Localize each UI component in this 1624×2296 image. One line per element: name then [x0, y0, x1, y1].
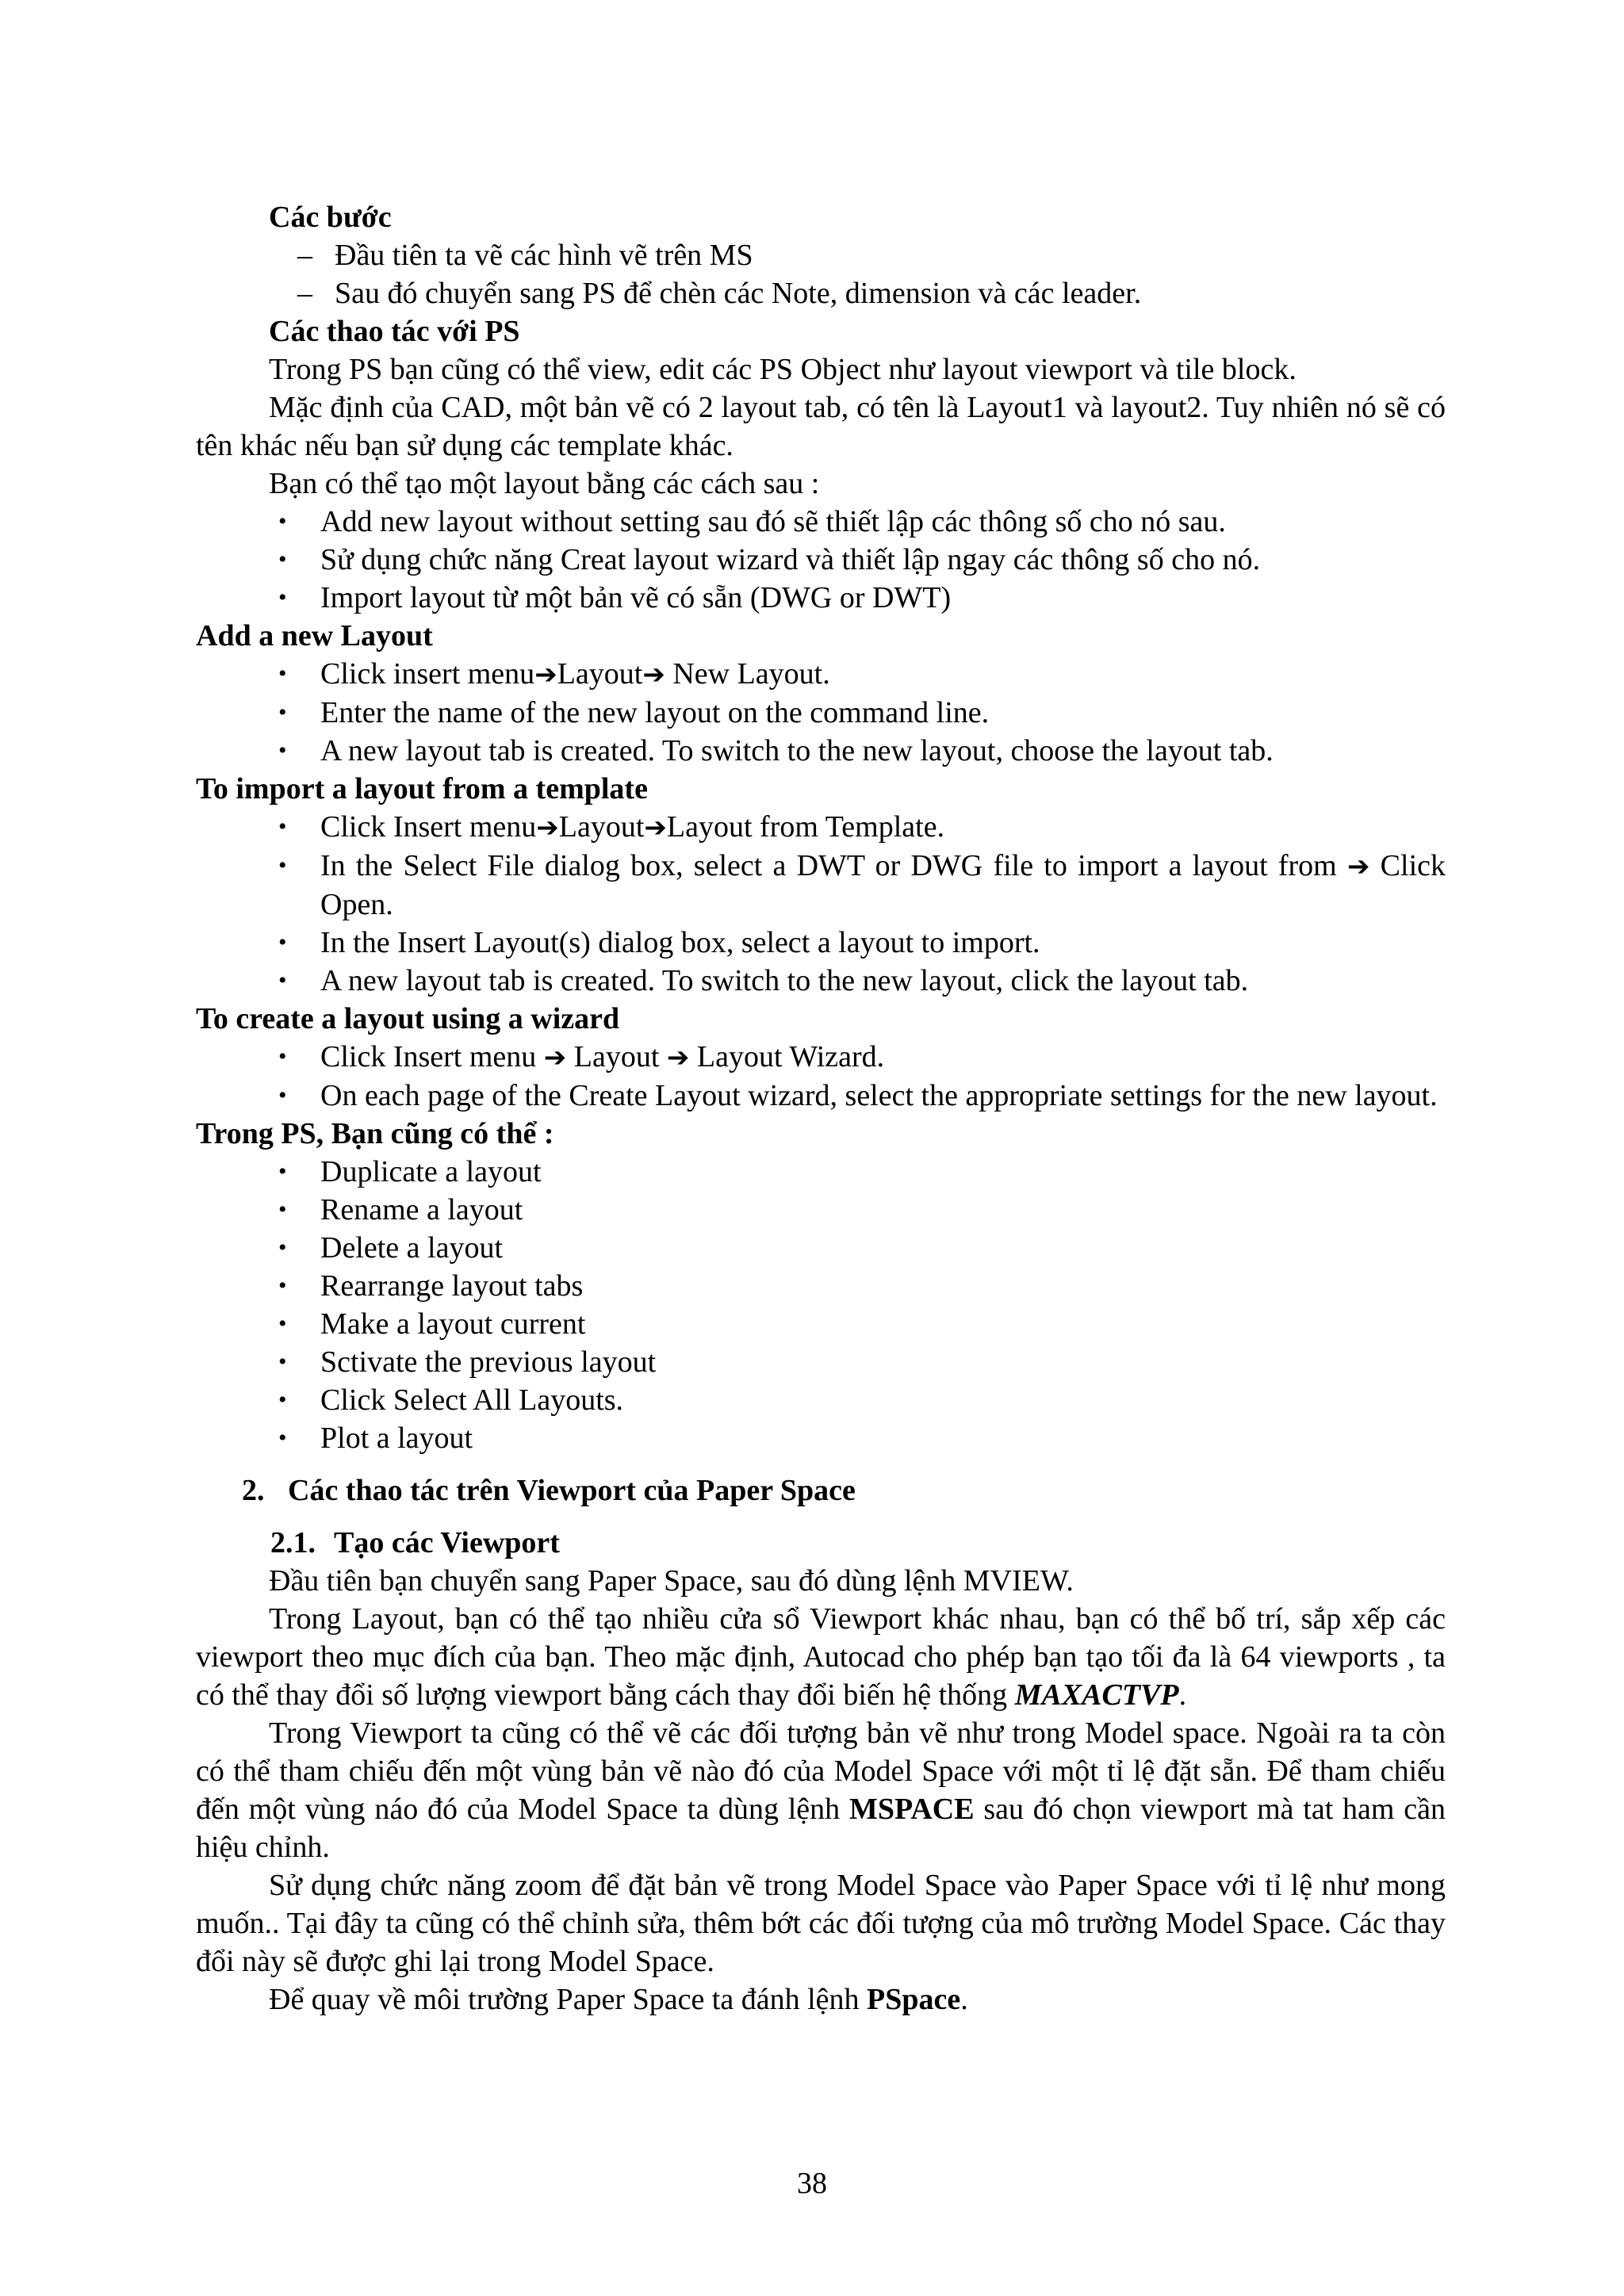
bullet-marker: • [278, 929, 287, 955]
arrow-icon: ➔ [534, 659, 557, 691]
command-name: MSPACE [848, 1793, 975, 1826]
section-2-heading: 2. Các thao tác trên Viewport của Paper Space [242, 1474, 856, 1507]
paragraph: Trong Layout, bạn có thể tạo nhiều cửa sổ Viewport khác nhau, bạn có thể bố trí, sắp xếp các viewport theo mục đích của bạn. Theo mặc định, Autocad cho phép bạn tạo tối đa là 64 viewports , ta có thể thay đổi số lượng viewport bằng cách thay đổi biến hệ thống MAXACTVP. [196, 1602, 1446, 1712]
dash-marker: – [297, 239, 312, 272]
ps-can-list [196, 1153, 1446, 1457]
system-variable: MAXACTVP [1014, 1678, 1179, 1712]
list-item: • On each page of the Create Layout wizard, select the appropriate settings for the new layout. [196, 1077, 1446, 1115]
import-layout-list [196, 808, 1446, 1000]
list-item: • Click Insert menu ➔ Layout ➔ Layout Wizard. [196, 1038, 1446, 1077]
ps-can-heading: Trong PS, Bạn cũng có thể : [196, 1117, 554, 1150]
list-item: – Sau đó chuyển sang PS để chèn các Note, dimension và các leader. [196, 274, 1446, 312]
bullet-marker: • [278, 584, 287, 610]
list-item: • Plot a layout [196, 1419, 1446, 1457]
arrow-icon: ➔ [543, 1042, 567, 1073]
list-item: • Click Select All Layouts. [196, 1381, 1446, 1419]
arrow-icon: ➔ [536, 812, 559, 844]
list-item: • Delete a layout [196, 1229, 1446, 1267]
bullet-marker: • [278, 967, 287, 993]
list-item: • Click insert menu➔Layout➔ New Layout. [196, 655, 1446, 694]
list-item: • Enter the name of the new layout on the command line. [196, 694, 1446, 732]
list-item: • Make a layout current [196, 1305, 1446, 1343]
steps-heading: Các bước [269, 201, 392, 234]
bullet-marker: • [278, 1082, 287, 1108]
bullet-marker: • [278, 546, 287, 572]
list-item: • Add new layout without setting sau đó sẽ thiết lập các thông số cho nó sau. [196, 503, 1446, 541]
paragraph: Trong PS bạn cũng có thể view, edit các PS Object như layout viewport và tile block. [269, 353, 1297, 386]
list-item: • In the Select File dialog box, select a DWT or DWG file to import a layout from ➔ Click Open. [196, 847, 1446, 924]
layout-methods-list [196, 503, 1446, 617]
section-2-1-heading: 2.1. Tạo các Viewport [270, 1526, 560, 1559]
list-item: • In the Insert Layout(s) dialog box, select a layout to import. [196, 924, 1446, 962]
list-item: • Import layout từ một bản vẽ có sẵn (DWG or DWT) [196, 579, 1446, 617]
command-name: PSpace [867, 1983, 961, 2016]
bullet-marker: • [278, 1196, 287, 1223]
list-item: • Duplicate a layout [196, 1153, 1446, 1191]
bullet-marker: • [278, 1311, 287, 1337]
dash-marker: – [297, 277, 312, 310]
page-number: 38 [797, 2167, 827, 2200]
bullet-marker: • [278, 852, 287, 878]
add-layout-list [196, 655, 1446, 770]
arrow-icon: ➔ [1346, 851, 1370, 882]
list-item: – Đầu tiên ta vẽ các hình vẽ trên MS [196, 236, 1446, 274]
arrow-icon: ➔ [666, 1042, 690, 1073]
list-item: • A new layout tab is created. To switch to the new layout, click the layout tab. [196, 962, 1446, 1000]
import-layout-heading: To import a layout from a template [196, 772, 648, 806]
bullet-marker: • [278, 1425, 287, 1451]
paragraph: Đầu tiên bạn chuyển sang Paper Space, sau đó dùng lệnh MVIEW. [269, 1564, 1074, 1598]
list-item: • Click Insert menu➔Layout➔Layout from Template. [196, 808, 1446, 847]
paragraph: Để quay về môi trường Paper Space ta đánh lệnh PSpace. [269, 1983, 968, 2016]
paragraph: Mặc định của CAD, một bản vẽ có 2 layout tab, có tên là Layout1 và layout2. Tuy nhiên nó sẽ có tên khác nếu bạn sử dụng các template khác. [196, 391, 1446, 462]
bullet-marker: • [278, 1043, 287, 1070]
paragraph: Bạn có thể tạo một layout bằng các cách sau : [269, 467, 820, 500]
paragraph: Sử dụng chức năng zoom để đặt bản vẽ trong Model Space vào Paper Space với tỉ lệ như mong muốn.. Tại đây ta cũng có thể chỉnh sửa, thêm bớt các đối tượng của mô trường Model Space. Các thay đổi này sẽ được ghi lại trong Model Space. [196, 1869, 1446, 1978]
bullet-marker: • [278, 660, 287, 687]
bullet-marker: • [278, 699, 287, 725]
wizard-heading: To create a layout using a wizard [196, 1002, 620, 1035]
arrow-icon: ➔ [644, 812, 667, 844]
ps-ops-heading: Các thao tác với PS [269, 315, 520, 348]
list-item: • A new layout tab is created. To switch to the new layout, choose the layout tab. [196, 732, 1446, 770]
wizard-list [196, 1038, 1446, 1115]
paragraph: Trong Viewport ta cũng có thể vẽ các đối tượng bản vẽ như trong Model space. Ngoài ra ta còn có thể tham chiếu đến một vùng bản vẽ nào đó của Model Space với một tỉ lệ đặt sẵn. Để tham chiếu đến một vùng náo đó của Model Space ta dùng lệnh MSPACE sau đó chọn viewport mà tat ham cần hiệu chỉnh. [196, 1716, 1446, 1864]
bullet-marker: • [278, 1272, 287, 1299]
bullet-marker: • [278, 737, 287, 763]
list-item: • Rename a layout [196, 1191, 1446, 1229]
document-page [196, 198, 1446, 2019]
bullet-marker: • [278, 813, 287, 840]
add-layout-heading: Add a new Layout [196, 619, 433, 652]
bullet-marker: • [278, 1234, 287, 1261]
bullet-marker: • [278, 1158, 287, 1184]
bullet-marker: • [278, 1387, 287, 1413]
steps-list [196, 236, 1446, 312]
list-item: • Rearrange layout tabs [196, 1267, 1446, 1305]
bullet-marker: • [278, 508, 287, 534]
bullet-marker: • [278, 1349, 287, 1375]
arrow-icon: ➔ [642, 659, 665, 691]
list-item: • Sctivate the previous layout [196, 1343, 1446, 1381]
list-item: • Sử dụng chức năng Creat layout wizard và thiết lập ngay các thông số cho nó. [196, 541, 1446, 579]
